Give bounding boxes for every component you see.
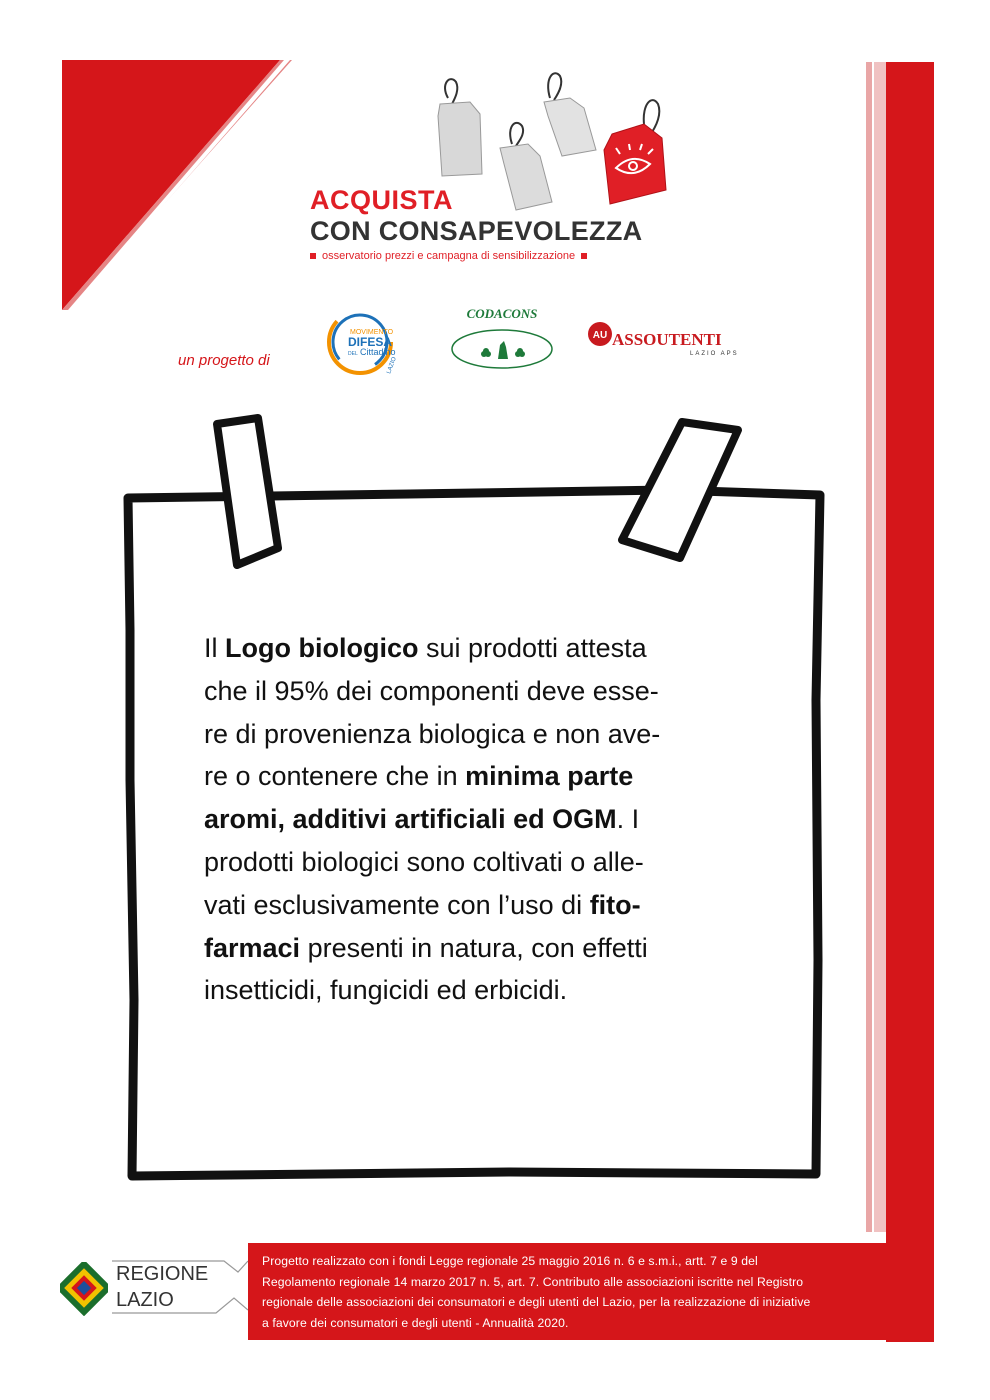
note-line [204, 670, 764, 713]
movimento-difesa-del-cittadino-logo [324, 306, 416, 380]
note-text-segment: . I [616, 804, 640, 835]
note-text-segment: presenti in natura, con effetti [300, 932, 648, 963]
note-line [204, 755, 764, 798]
note-text-segment: vati esclusivamente con l’uso di [204, 889, 590, 920]
note-line [204, 969, 764, 1012]
project-by-label: un progetto di [178, 352, 270, 369]
note-text-segment: insetticidi, fungicidi ed erbicidi. [204, 975, 568, 1006]
tagline-text: osservatorio prezzi e campagna di sensibilizzazione [322, 250, 576, 262]
svg-text:DEL: DEL [348, 351, 358, 357]
note-bold-text: farmaci [204, 932, 301, 963]
corner-triangle-decoration [62, 60, 292, 315]
square-bullet-icon [581, 253, 587, 259]
note-text-segment: che il 95% dei componenti deve esse- [204, 675, 659, 706]
regione-lazio-emblem-icon [60, 1262, 108, 1316]
note-text-segment: re di provenienza biologica e non ave- [204, 718, 661, 749]
assoutenti-name: ASSOUTENTI [612, 330, 722, 349]
regione-label-line1: REGIONE [116, 1263, 209, 1285]
note-line [204, 798, 764, 841]
funding-notice-text [262, 1251, 932, 1333]
note-line [204, 627, 764, 670]
funding-line: Regolamento regionale 14 marzo 2017 n. 5, art. 7. Contributo alle associazioni iscritte nel Registro [262, 1274, 804, 1289]
square-bullet-icon [310, 253, 316, 259]
brand-title-line1: ACQUISTA [310, 185, 453, 215]
note-line [204, 884, 764, 927]
note-text-segment: prodotti biologici sono coltivati o alle- [204, 846, 644, 877]
svg-text:DIFESA: DIFESA [348, 335, 393, 349]
note-text-segment: Il [204, 633, 226, 663]
assoutenti-badge-text: AU [592, 330, 608, 341]
price-tags-illustration [420, 64, 680, 214]
funding-line: Progetto realizzato con i fondi Legge regionale 25 maggio 2016 n. 6 e s.m.i., artt. 7 e 9 del [262, 1254, 758, 1268]
regione-label-line2: LAZIO [116, 1289, 174, 1311]
svg-text:LAZIO: LAZIO [386, 356, 398, 375]
brand-tagline [310, 250, 587, 262]
note-bold-text: fito- [589, 889, 641, 920]
note-line [204, 841, 764, 884]
assoutenti-subtitle: LAZIO APS [690, 351, 739, 357]
right-accent-stripe-light [874, 62, 886, 1232]
svg-text:Cittadino: Cittadino [360, 347, 396, 357]
right-red-band [886, 62, 934, 1342]
note-text-segment: sui prodotti attesta [418, 633, 647, 663]
svg-text:MOVIMENTO: MOVIMENTO [350, 329, 394, 336]
funding-line: regionale delle associazioni dei consumatori e degli utenti del Lazio, per la realizzazione di iniziative [262, 1295, 811, 1309]
codacons-name: CODACONS [466, 306, 538, 321]
funding-line: a favore dei consumatori e degli utenti - Annualità 2020. [262, 1315, 569, 1330]
right-accent-stripe [866, 62, 872, 1232]
brand-title-line2: CON CONSAPEVOLEZZA [310, 216, 643, 246]
note-bold-text: aromi, additivi artificiali ed OGM [204, 804, 617, 835]
note-text-segment: re o contenere che in [204, 761, 466, 792]
note-line [204, 713, 764, 756]
note-line [204, 927, 764, 970]
note-body-text [204, 627, 764, 1012]
note-bold-text: minima parte [465, 761, 634, 792]
note-bold-text: Logo biologico [225, 633, 419, 663]
